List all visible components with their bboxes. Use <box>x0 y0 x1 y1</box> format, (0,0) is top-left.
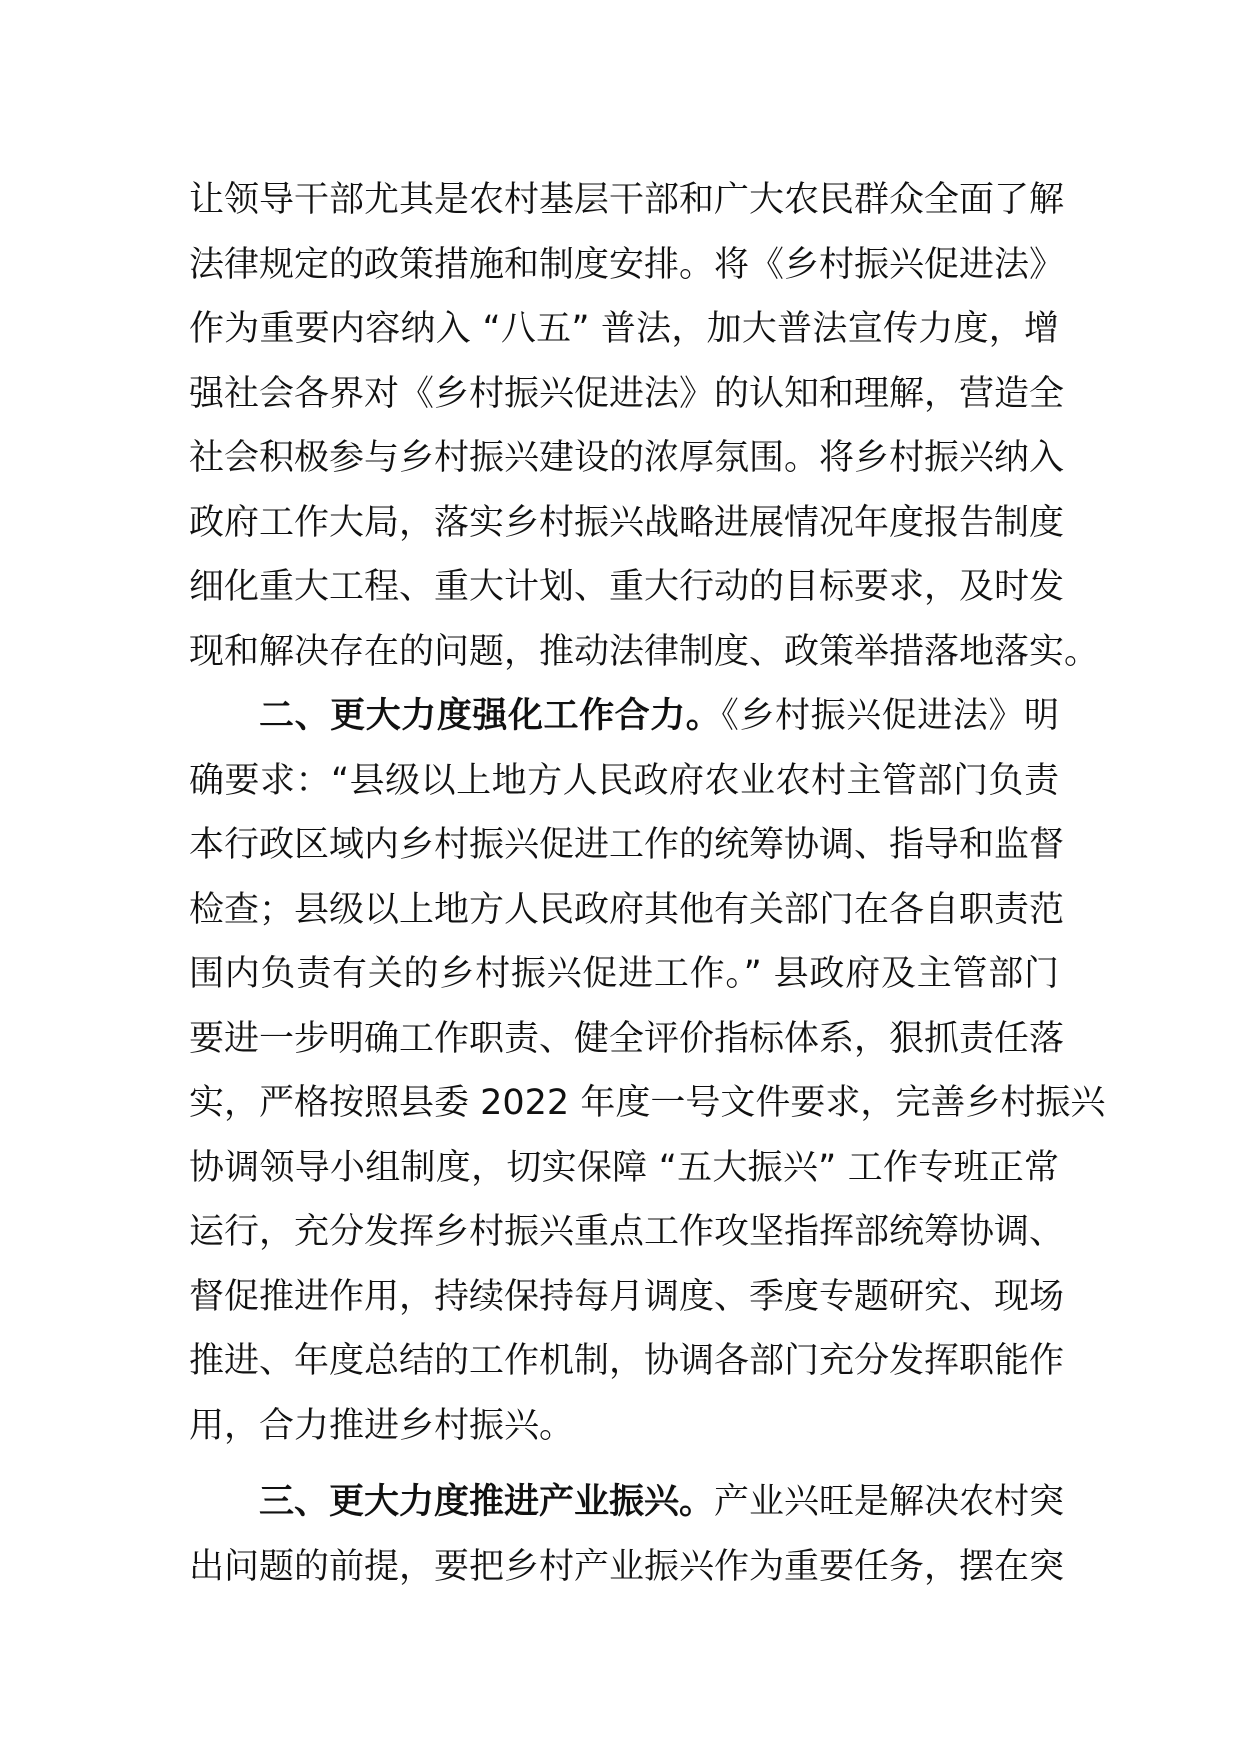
text-line: 细化重大工程、重大计划、重大行动的目标要求，及时发 <box>189 567 1065 607</box>
text-line: 社会积极参与乡村振兴建设的浓厚氛围。将乡村振兴纳入 <box>189 438 1065 478</box>
section-heading: 三、更大力度推进产业振兴。 <box>259 1482 715 1522</box>
text-line: 要进一步明确工作职责、健全评价指标体系，狠抓责任落 <box>189 1018 1065 1059</box>
paragraph-first-line <box>189 1470 1065 1535</box>
text-line: 运行，充分发挥乡村振兴重点工作攻坚指挥部统筹协调、 <box>189 1212 1065 1252</box>
text-line: 作为重要内容纳入 “八五” 普法，加大普法宣传力度，增 <box>189 309 1059 349</box>
section-heading: 二、更大力度强化工作合力。 <box>259 696 722 736</box>
paragraph-3 <box>189 1470 1065 1599</box>
text-run: 《乡村振兴促进法》明 <box>721 696 1059 736</box>
text-line: 法律规定的政策措施和制度安排。将《乡村振兴促进法》 <box>189 244 1065 285</box>
text-line: 确要求：“县级以上地方人民政府农业农村主管部门负责 <box>189 760 1059 801</box>
text-line: 围内负责有关的乡村振兴促进工作。” 县政府及主管部门 <box>189 954 1059 994</box>
text-line: 现和解决存在的问题，推动法律制度、政策举措落地落实。 <box>189 631 1100 672</box>
paragraph-first-line <box>189 684 1059 749</box>
text-line: 实，严格按照县委 2022 年度一号文件要求，完善乡村振兴 <box>189 1083 1106 1123</box>
text-line: 让领导干部尤其是农村基层干部和广大农民群众全面了解 <box>189 180 1065 220</box>
text-line: 强社会各界对《乡村振兴促进法》的认知和理解，营造全 <box>189 373 1065 414</box>
paragraph-1 <box>189 168 1100 684</box>
text-line: 督促推进作用，持续保持每月调度、季度专题研究、现场 <box>189 1276 1065 1317</box>
document-body <box>189 168 1106 1599</box>
text-line: 检查；县级以上地方人民政府其他有关部门在各自职责范 <box>189 889 1065 930</box>
text-line: 推进、年度总结的工作机制，协调各部门充分发挥职能作 <box>189 1341 1065 1381</box>
text-line: 政府工作大局，落实乡村振兴战略进展情况年度报告制度 <box>189 502 1065 543</box>
paragraph-spacer <box>189 1458 1059 1470</box>
paragraph-2 <box>189 684 1106 1458</box>
text-run: 产业兴旺是解决农村突 <box>714 1482 1065 1522</box>
text-line: 用，合力推进乡村振兴。 <box>189 1405 575 1446</box>
text-line: 协调领导小组制度，切实保障 “五大振兴” 工作专班正常 <box>189 1147 1059 1188</box>
text-line: 出问题的前提，要把乡村产业振兴作为重要任务，摆在突 <box>189 1546 1065 1587</box>
text-line: 本行政区域内乡村振兴促进工作的统筹协调、指导和监督 <box>189 825 1065 865</box>
